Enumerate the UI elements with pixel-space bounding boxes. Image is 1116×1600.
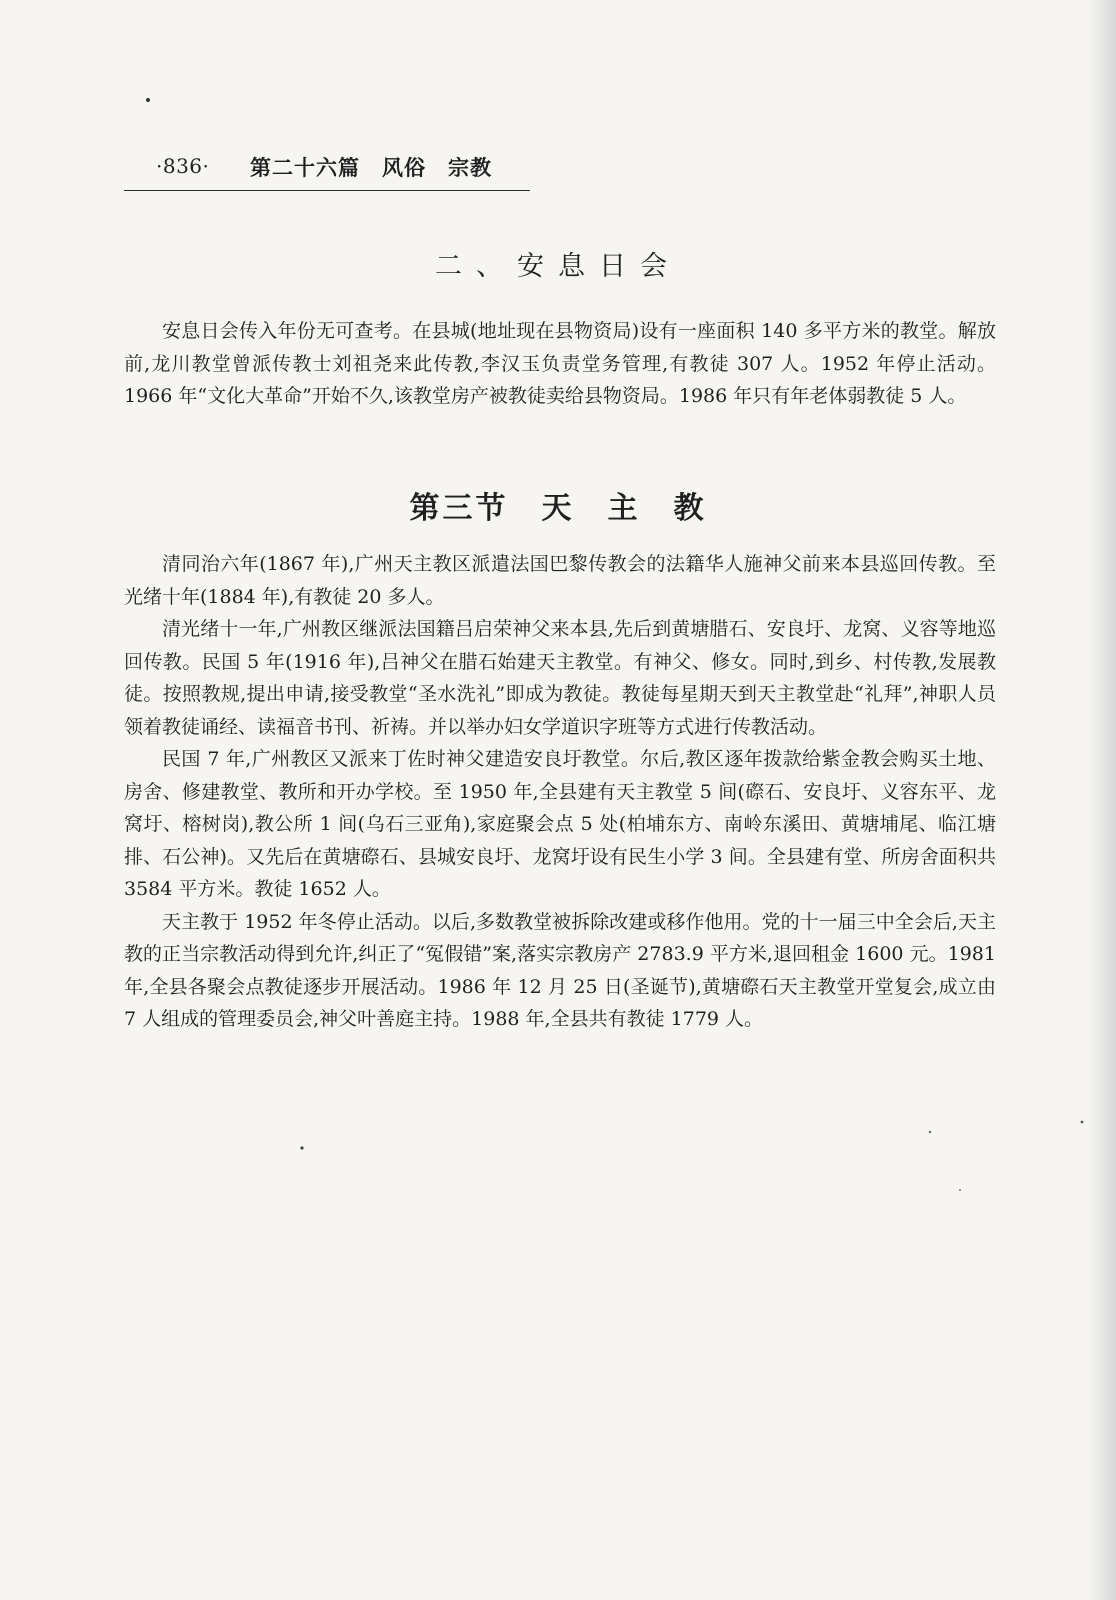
section-body [124,548,996,1036]
page-number: ·836· [156,154,210,178]
running-head-title: 第二十六篇 风俗 宗教 [250,155,492,180]
running-head [124,150,530,191]
paragraph: 民国 7 年,广州教区又派来丁佐时神父建造安良圩教堂。尔后,教区逐年拨款给紫金教会购买土地、房舍、修建教堂、教所和开办学校。至 1950 年,全县建有天主教堂 5 间(磜石、安良圩、义容东平、龙窝圩、榕树岗),教公所 1 间(乌石三亚角),家庭聚会点 5 处(柏埔东方、南岭东溪田、黄塘埔尾、临江塘排、石公神)。又先后在黄塘磜石、县城安良圩、龙窝圩设有民生小学 3 间。全县建有堂、所房舍面积共 3584 平方米。教徒 1652 人。 [124,748,996,900]
page-edge-shadow [1088,0,1116,1600]
paragraph: 安息日会传入年份无可查考。在县城(地址现在县物资局)设有一座面积 140 多平方米的教堂。解放前,龙川教堂曾派传教士刘祖尧来此传教,李汉玉负责堂务管理,有教徒 307 人。1952 年停止活动。1966 年“文化大革命”开始不久,该教堂房产被教徒卖给县物资局。1986 年只有年老体弱教徒 5 人。 [124,320,996,407]
paragraph: 天主教于 1952 年冬停止活动。以后,多数教堂被拆除改建或移作他用。党的十一届三中全会后,天主教的正当宗教活动得到允许,纠正了“冤假错”案,落实宗教房产 2783.9 平方米,退回租金 1600 元。1981 年,全县各聚会点教徒逐步开展活动。1986 年 12 月 25 日(圣诞节),黄塘磜石天主教堂开堂复会,成立由 7 人组成的管理委员会,神父叶善庭主持。1988 年,全县共有教徒 1779 人。 [124,910,996,1030]
subsection-title: 二、安息日会 [435,251,681,282]
subsection-body [124,315,996,413]
paragraph: 清光绪十一年,广州教区继派法国籍吕启荣神父来本县,先后到黄塘腊石、安良圩、龙窝、义容等地巡回传教。民国 5 年(1916 年),吕神父在腊石始建天主教堂。有神父、修女。同时,到乡、村传教,发展教徒。按照教规,提出申请,接受教堂“圣水洗礼”即成为教徒。教徒每星期天到天主教堂赴“礼拜”,神职人员领着教徒诵经、读福音书刊、祈祷。并以举办妇女学道识字班等方式进行传教活动。 [124,618,996,738]
section-title: 第三节 天 主 教 [409,491,707,526]
paragraph: 清同治六年(1867 年),广州天主教区派遣法国巴黎传教会的法籍华人施神父前来本县巡回传教。至光绪十年(1884 年),有教徒 20 多人。 [124,553,996,608]
